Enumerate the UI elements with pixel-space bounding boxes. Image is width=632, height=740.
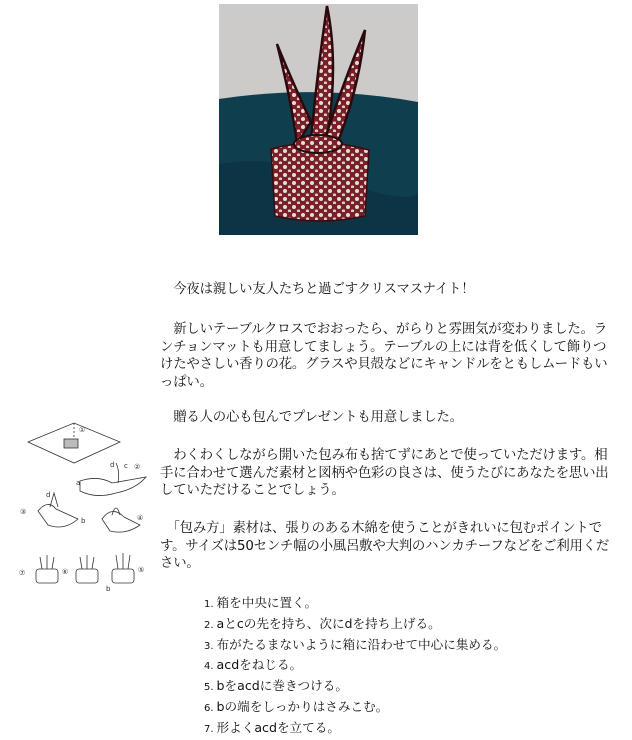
step-number: 3. <box>204 640 214 652</box>
step-number: 2. <box>204 619 214 631</box>
table-setting-paragraph: 新しいテーブルクロスでおおったら、がらりと雰囲気が変わりました。ランチョンマットも用意してましょう。テーブルの上には背を低くして飾りつけたやさしい香りの花。グラスや貝殻などにキャンドルをともしムードもいっぱい。 <box>160 322 608 390</box>
diagram-step-2 <box>76 461 146 496</box>
diagram-mark-1: ① <box>79 426 86 434</box>
diagram-step-6 <box>62 555 98 583</box>
step-item <box>204 698 506 719</box>
diagram-letter-a: a <box>76 479 81 487</box>
diagram-step-3 <box>20 491 86 527</box>
diagram-mark-5: ⑤ <box>138 566 145 574</box>
wrapping-steps-diagram <box>16 419 162 604</box>
intro-paragraph: 今夜は親しい友人たちと過ごすクリスマスナイト！ <box>160 282 475 297</box>
diagram-letter-d3: d <box>46 491 51 499</box>
step-item <box>204 719 506 740</box>
diagram-step-4 <box>102 508 143 532</box>
wrapped-gift-photo <box>219 4 418 235</box>
diagram-step-1 <box>28 423 120 463</box>
step-number: 7. <box>204 723 214 735</box>
diagram-mark-4: ④ <box>137 514 144 522</box>
diagram-step-5 <box>106 553 144 593</box>
step-text: bの端をしっかりはさみこむ。 <box>216 698 389 714</box>
diagram-letter-d: d <box>110 461 115 469</box>
step-text: 形よくacdを立てる。 <box>216 719 340 735</box>
step-number: 4. <box>204 661 214 673</box>
material-paragraph: 「包み方」素材は、張りのある木綿を使うことがきれいに包むポイントです。サイズは50センチ幅の小風呂敷や大判のハンカチーフなどをご利用ください。 <box>160 521 610 571</box>
diagram-mark-6: ⑥ <box>62 568 69 576</box>
step-item <box>204 677 506 698</box>
diagram-mark-3: ③ <box>20 508 27 516</box>
step-text: 布がたるまないように箱に沿わせて中心に集める。 <box>216 636 507 652</box>
step-text: bをacdに巻きつける。 <box>216 678 348 694</box>
step-item <box>204 615 506 636</box>
diagram-step-7 <box>19 555 58 583</box>
diagram-letter-b5: b <box>106 585 111 593</box>
diagram-mark-2: ② <box>134 463 141 471</box>
step-item <box>204 656 506 677</box>
reuse-paragraph: わくわくしながら開いた包み布も捨てずにあとで使っていただけます。相手に合わせて選んだ素材と図柄や色彩の良さは、使うたびにあなたを思い出していただけることでしょう。 <box>160 448 609 498</box>
step-number: 5. <box>204 682 214 694</box>
step-number: 6. <box>204 702 214 714</box>
diagram-letter-b3: b <box>81 517 86 525</box>
wrapping-steps-list <box>204 594 506 740</box>
step-item <box>204 636 506 657</box>
diagram-letter-c: c <box>124 462 128 470</box>
step-text: aとcの先を持ち、次にdを持ち上げる。 <box>216 615 441 631</box>
step-text: 箱を中央に置く。 <box>216 595 318 610</box>
step-item <box>204 594 506 615</box>
present-paragraph: 贈る人の心も包んでプレゼントも用意しました。 <box>160 410 463 425</box>
gift-illustration <box>219 4 418 235</box>
step-text: acdをねじる。 <box>216 657 303 673</box>
diagram-mark-7: ⑦ <box>19 569 26 577</box>
step-number: 1. <box>204 599 214 610</box>
